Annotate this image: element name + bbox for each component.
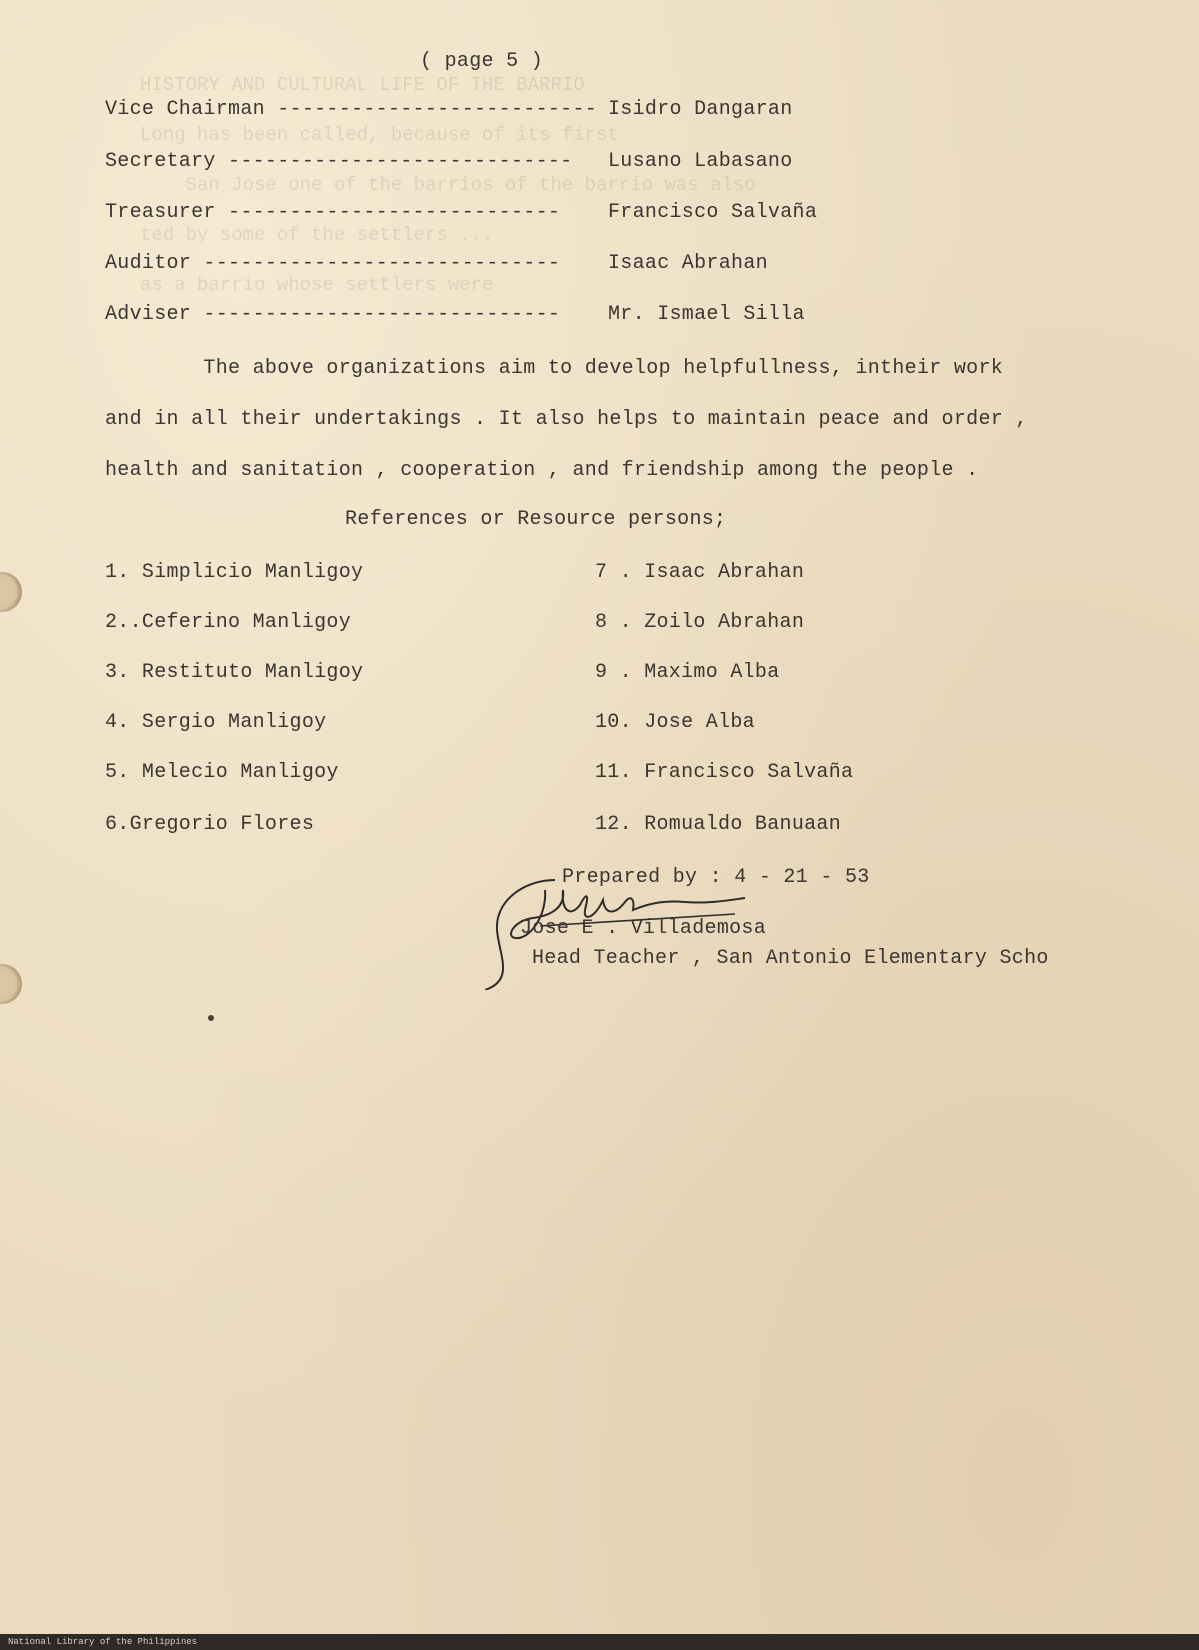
paragraph-line: and in all their undertakings . It also helps to maintain peace and order , — [105, 408, 1028, 431]
preparer-title: Head Teacher , San Antonio Elementary Scho — [532, 947, 1049, 970]
reference-item: 7 . Isaac Abrahan — [595, 561, 805, 584]
officer-row — [0, 201, 1199, 231]
preparer-name: Jose E . Villademosa — [520, 917, 767, 940]
references-heading: References or Resource persons; — [345, 508, 727, 531]
prepared-by-line: Prepared by : 4 - 21 - 53 — [562, 866, 870, 889]
officer-name: Mr. Ismael Silla — [608, 303, 805, 326]
reference-item: 8 . Zoilo Abrahan — [595, 611, 805, 634]
officer-row — [0, 150, 1199, 180]
officer-label: Vice Chairman -------------------------- — [105, 98, 598, 121]
show-through-texture: HISTORY AND CULTURAL LIFE OF THE BARRIO Long has been called, because of its first San Jose one of the barrios of the barrio was also ted by some of the settlers ... as a barrio whose settlers were — [140, 74, 756, 296]
officer-label: Treasurer --------------------------- — [105, 201, 561, 224]
reference-item: 4. Sergio Manligoy — [105, 711, 327, 734]
officer-name: Lusano Labasano — [608, 150, 793, 173]
reference-item: 2..Ceferino Manligoy — [105, 611, 352, 634]
reference-item: 5. Melecio Manligoy — [105, 761, 339, 784]
officer-label: Auditor ----------------------------- — [105, 252, 561, 275]
reference-item: 10. Jose Alba — [595, 711, 755, 734]
reference-item: 9 . Maximo Alba — [595, 661, 780, 684]
reference-item: 6.Gregorio Flores — [105, 813, 315, 836]
punch-hole — [0, 964, 22, 1004]
archive-footer: National Library of the Philippines — [0, 1634, 1199, 1650]
reference-item: 3. Restituto Manligoy — [105, 661, 364, 684]
officer-name: Isidro Dangaran — [608, 98, 793, 121]
reference-item: 12. Romualdo Banuaan — [595, 813, 842, 836]
ink-spot — [208, 1015, 214, 1021]
officer-label: Secretary ---------------------------- — [105, 150, 573, 173]
reference-item: 11. Francisco Salvaña — [595, 761, 854, 784]
officer-row — [0, 252, 1199, 282]
punch-hole — [0, 572, 22, 612]
reference-item: 1. Simplicio Manligoy — [105, 561, 364, 584]
officer-name: Isaac Abrahan — [608, 252, 768, 275]
page-number-header: ( page 5 ) — [420, 50, 544, 73]
officer-label: Adviser ----------------------------- — [105, 303, 561, 326]
paragraph-line: health and sanitation , cooperation , and friendship among the people . — [105, 459, 979, 482]
paragraph-line: The above organizations aim to develop helpfullness, intheir work — [105, 357, 1004, 380]
officer-row — [0, 303, 1199, 333]
officer-name: Francisco Salvaña — [608, 201, 818, 224]
officer-row — [0, 98, 1199, 128]
